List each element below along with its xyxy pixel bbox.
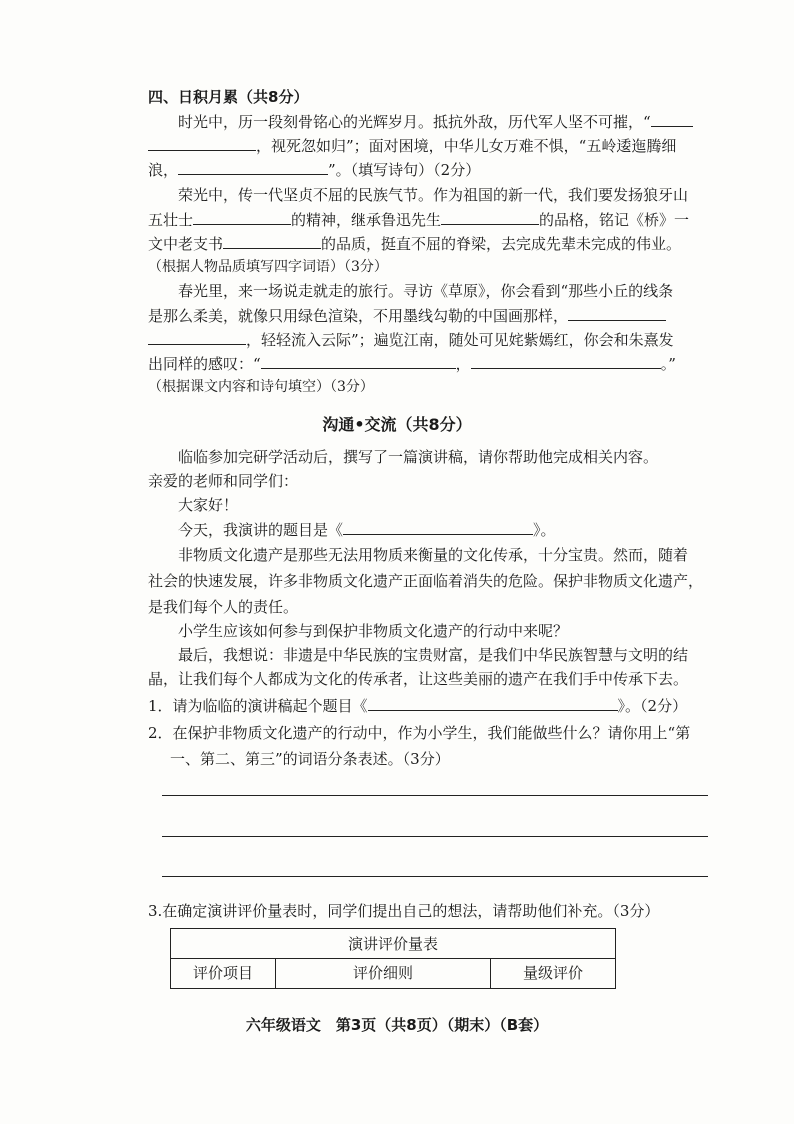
speech-topic-text: 》。 [533, 521, 556, 539]
blank-poem-1[interactable] [651, 110, 693, 127]
blank-poem-2[interactable] [178, 158, 328, 175]
s4-p1-line2 [148, 134, 676, 156]
table-title-row [171, 929, 615, 958]
page-footer: 六年级语文 第3页（共8页）（期末）（B套） [245, 1016, 549, 1034]
speech-topic-text: 今天，我演讲的题目是《 [178, 521, 344, 539]
s4-p3-text: ， [455, 355, 471, 373]
blank-poem-3[interactable] [261, 352, 456, 369]
s4-p3-text: 是那么柔美，就像只用绿色渲染，不用墨线勾勒的中国画那样， [148, 307, 569, 325]
s4-p1-text: 浪， [148, 161, 179, 179]
s4-p2-line2 [148, 208, 689, 230]
s4-p3-line2 [148, 304, 666, 326]
question-2-line2: 一、第二、第三”的词语分条表述。（3分） [170, 750, 450, 768]
speech-body5: 最后，我想说：非遗是中华民族的宝贵财富，是我们中华民族智慧与文明的结 [178, 646, 689, 664]
s4-p3-text: ，轻轻流入云际”；遍览江南，随处可见姹紫嫣红，你会和朱熹发 [246, 331, 674, 349]
s4-p3-text: 出同样的感叹：“ [148, 355, 261, 373]
s4-p3-line1: 春光里，来一场说走就走的旅行。寻访《草原》，你会看到“那些小丘的线条 [178, 282, 674, 300]
blank-word-1[interactable] [193, 208, 291, 225]
question-2-line1: 2．在保护非物质文化遗产的行动中，作为小学生，我们能做些什么？请你用上“第 [148, 724, 691, 742]
s4-p1-line3 [148, 158, 480, 180]
table-title: 演讲评价量表 [347, 935, 438, 953]
speech-body2: 社会的快速发展，许多非物质文化遗产正面临着消失的危险。保护非物质文化遗产， [148, 572, 704, 590]
s4-p2-text: 五壮士 [148, 211, 194, 229]
blank-word-2[interactable] [441, 208, 539, 225]
section5-title: 沟通•交流（共8分） [322, 415, 472, 434]
table-header-cell: 评价项目 [192, 964, 253, 982]
table-header-cell: 评价细则 [275, 959, 490, 988]
s4-p3-text: 。” [660, 355, 676, 373]
blank-q1-title[interactable] [368, 694, 618, 711]
speech-topic [178, 518, 556, 540]
speech-greeting: 亲爱的老师和同学们： [148, 472, 299, 490]
s4-p2-line1: 荣光中，传一代坚贞不屈的民族气节。作为祖国的新一代，我们要发扬狼牙山 [178, 186, 689, 204]
s5-intro: 临临参加完研学活动后，撰写了一篇演讲稿，请你帮助他完成相关内容。 [178, 448, 659, 466]
blank-text-1[interactable] [568, 304, 666, 321]
s4-p1-text: ，视死忽如归”；面对困境，中华儿女万难不惧，“五岭逶迤腾细 [256, 137, 677, 155]
speech-body3: 是我们每个人的责任。 [148, 598, 299, 616]
speech-body4: 小学生应该如何参与到保护非物质文化遗产的行动中来呢？ [178, 622, 569, 640]
s4-p2-text: 的品格，铭记《桥》一 [539, 211, 690, 229]
answer-line-2[interactable] [162, 836, 708, 837]
s4-p3-note: （根据课文内容和诗句填空）（3分） [148, 379, 374, 395]
s4-p2-text: 的精神，继承鲁迅先生 [291, 211, 442, 229]
blank-poem-1b[interactable] [148, 134, 256, 151]
blank-word-3[interactable] [223, 232, 321, 249]
speech-hello: 大家好！ [178, 496, 239, 514]
question-1 [148, 694, 687, 716]
section4-title: 四、日积月累（共8分） [148, 88, 309, 106]
s4-p1-note: ”。（填写诗句）（2分） [328, 161, 481, 179]
blank-poem-4[interactable] [471, 352, 661, 369]
table-header-cell: 量级评价 [490, 959, 615, 988]
question-3: 3.在确定演讲评价量表时，同学们提出自己的想法，请帮助他们补充。（3分） [148, 902, 660, 920]
s4-p2-text: 的品质，挺直不屈的脊梁，去完成先辈未完成的伟业。 [321, 235, 682, 253]
s4-p3-line4 [148, 352, 676, 374]
s4-p1-text: 时光中，历一段刻骨铭心的光辉岁月。抵抗外敌，历代军人坚不可摧，“ [178, 113, 651, 131]
q1-text: 1．请为临临的演讲稿起个题目《 [148, 697, 368, 715]
table-header-row [171, 958, 615, 988]
answer-line-3[interactable] [162, 876, 708, 877]
s4-p2-text: 文中老支书 [148, 235, 224, 253]
blank-speech-title[interactable] [343, 518, 533, 535]
s4-p3-line3 [148, 328, 674, 350]
s4-p2-line3 [148, 232, 681, 254]
q1-score: 》。（2分） [617, 697, 688, 715]
s4-p1-line1 [178, 110, 693, 132]
speech-body1: 非物质文化遗产是那些无法用物质来衡量的文化传承，十分宝贵。然而，随着 [178, 546, 689, 564]
evaluation-table [170, 928, 616, 989]
s4-p2-note: （根据人物品质填写四字词语）（3分） [148, 259, 388, 275]
answer-line-1[interactable] [162, 795, 708, 796]
blank-text-1b[interactable] [148, 328, 246, 345]
speech-body6: 晶，让我们每个人都成为文化的传承者，让这些美丽的遗产在我们手中传承下去。 [148, 670, 689, 688]
